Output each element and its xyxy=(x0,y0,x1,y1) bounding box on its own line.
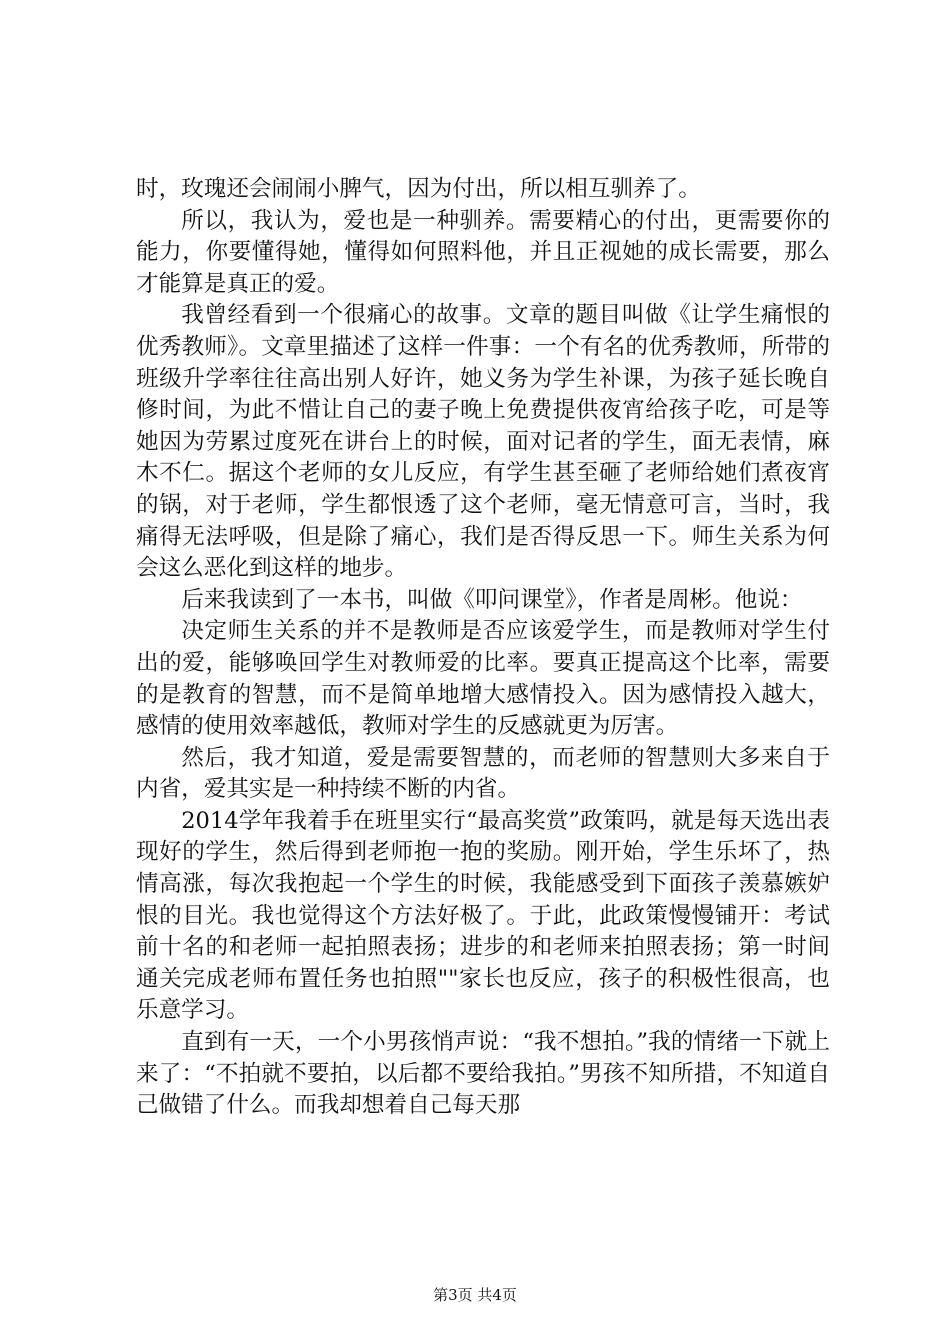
paragraph-3: 我曾经看到一个很痛心的故事。文章的题目叫做《让学生痛恨的优秀教师》。文章里描述了这样一件事：一个有名的优秀教师，所带的班级升学率往往高出别人好许，她义务为学生补课，为孩子延长晚自修时间，为此不惜让自己的妻子晚上免费提供夜宵给孩子吃，可是等她因为劳累过度死在讲台上的时候，面对记者的学生，面无表情，麻木不仁。据这个老师的女儿反应，有学生甚至砸了老师给她们煮夜宵的锅，对于老师，学生都恨透了这个老师，毫无情意可言，当时，我痛得无法呼吸，但是除了痛心，我们是否得反思一下。师生关系为何会这么恶化到这样的地步。 xyxy=(136,302,830,582)
paragraph-8: 直到有一天，一个小男孩悄声说：“我不想拍。”我的情绪一下就上来了：“不拍就不要拍，以后都不要给我拍。”男孩不知所措，不知道自己做错了什么。而我却想着自己每天那 xyxy=(136,1029,830,1119)
document-body xyxy=(136,174,830,1122)
paragraph-7: 2014学年我着手在班里实行“最高奖赏”政策吗，就是每天选出表现好的学生，然后得到老师抱一抱的奖励。刚开始，学生乐坏了，热情高涨，每次我抱起一个学生的时候，我能感受到下面孩子羡慕嫉妒恨的目光。我也觉得这个方法好极了。于此，此政策慢慢铺开：考试前十名的和老师一起拍照表扬；进步的和老师来拍照表扬；第一时间通关完成老师布置任务也拍照""家长也反应，孩子的积极性很高，也乐意学习。 xyxy=(136,807,830,1024)
paragraph-4: 后来我读到了一本书，叫做《叩问课堂》，作者是周彬。他说： xyxy=(181,586,803,613)
quote-paragraph: 决定师生关系的并不是教师是否应该爱学生，而是教师对学生付出的爱，能够唤回学生对教师爱的比率。要真正提高这个比率，需要的是教育的智慧，而不是简单地增大感情投入。因为感情投入越大，感情的使用效率越低，教师对学生的反感就更为厉害。 xyxy=(136,618,830,740)
page-footer: 第3页 共4页 xyxy=(433,1286,517,1304)
paragraph-6: 然后，我才知道，爱是需要智慧的，而老师的智慧则大多来自于内省，爱其实是一种持续不断的内省。 xyxy=(136,744,830,803)
paragraph-1: 时，玫瑰还会闹闹小脾气，因为付出，所以相互驯养了。 xyxy=(136,176,701,202)
paragraph-2: 所以，我认为，爱也是一种驯养。需要精心的付出，更需要你的能力，你要懂得她，懂得如何照料他，并且正视她的成长需要，那么才能算是真正的爱。 xyxy=(136,207,830,297)
